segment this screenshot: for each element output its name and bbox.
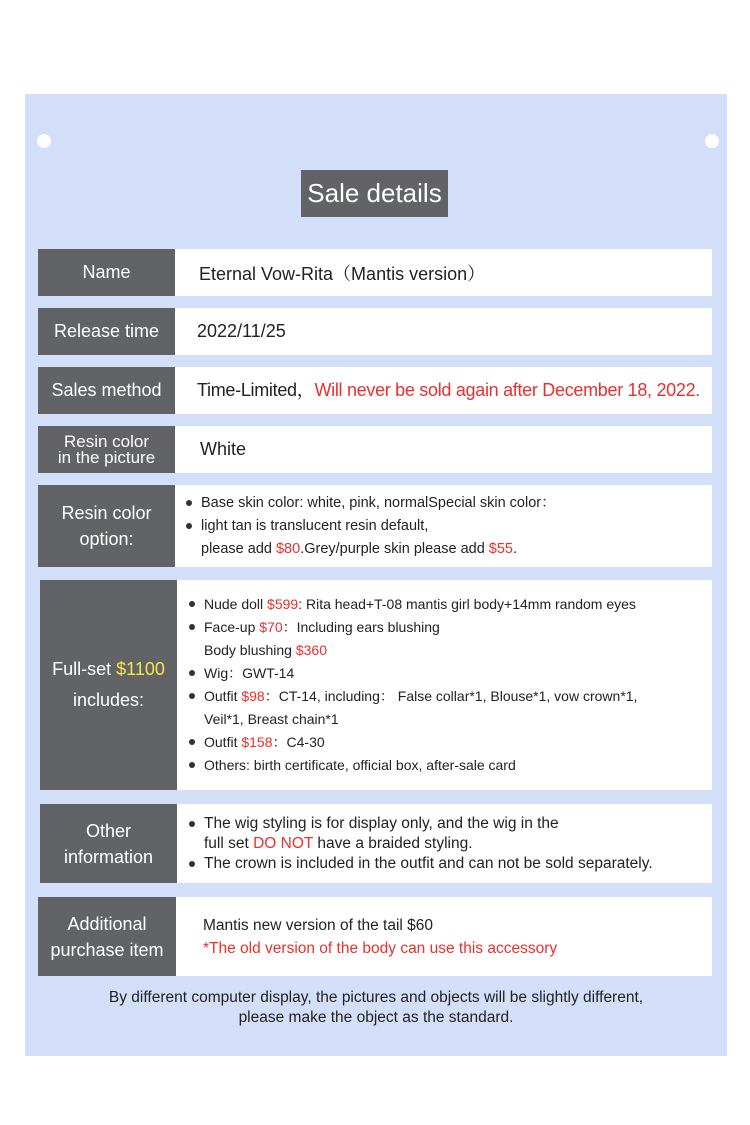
price-grey-purple: $55: [488, 540, 513, 557]
other-emphasis: DO NOT: [253, 834, 314, 852]
item-text: ：CT-14, including： False collar*1, Blouse*1, vow crown*1,: [264, 688, 638, 704]
row-value: [176, 897, 712, 976]
row-label: [38, 485, 175, 567]
row-value: [175, 249, 712, 296]
other-line-3: The crown is included in the outfit and can not be sold separately.: [204, 854, 653, 872]
price-outfit-ct14: $98: [241, 688, 265, 704]
list-item: [188, 731, 712, 754]
additional-line-2: *The old version of the body can use this accessory: [203, 939, 558, 957]
other-label-1: Other: [85, 820, 132, 841]
name-value: Eternal Vow-Rita（Mantis version）: [199, 263, 486, 284]
disclaimer-footer: [40, 988, 712, 1028]
row-value: [175, 426, 712, 473]
row-name: [38, 249, 712, 296]
sales-value: Time-Limited: [197, 380, 297, 400]
item-text: Body blushing: [204, 642, 296, 658]
item-text: Face-up: [204, 619, 260, 635]
full-set-price: $1100: [116, 659, 165, 679]
list-item-continuation: [188, 834, 712, 854]
other-line-1: The wig styling is for display only, and the wig in the: [204, 814, 559, 832]
sales-label: Sales method: [51, 380, 162, 401]
bullet-icon: [186, 523, 192, 529]
row-label: [40, 804, 177, 883]
bullet-icon: [189, 601, 195, 607]
bullet-icon: [189, 693, 195, 699]
price-outfit-c430: $158: [241, 734, 273, 750]
bullet-icon: [186, 500, 192, 506]
hanging-hole-right: [705, 134, 719, 148]
row-value: [177, 580, 712, 790]
row-label: [38, 897, 176, 976]
hanging-hole-left: [37, 134, 51, 148]
item-wig: Wig：GWT-14: [204, 665, 295, 681]
item-face-up: [204, 616, 440, 639]
resin-opt-line-2: light tan is translucent resin default,: [201, 517, 429, 534]
footer-line-1: By different computer display, the pictures and objects will be slightly different,: [108, 989, 644, 1006]
resin-opt-line-3e: .: [513, 540, 518, 557]
list-item: [185, 515, 712, 538]
footer-line-2: please make the object as the standard.: [238, 1009, 514, 1026]
sales-separator: ，: [296, 380, 315, 400]
resin-opt-line-3c: .Grey/purple skin please add: [300, 540, 489, 557]
full-set-label-2: includes:: [72, 690, 145, 710]
price-body-blushing: $360: [295, 642, 327, 658]
resin-pic-value: White: [200, 439, 247, 459]
row-resin-option: [38, 485, 712, 567]
resin-opt-line-3a: please add: [201, 540, 276, 557]
price-tan: $80: [275, 540, 301, 557]
bullet-icon: [189, 821, 195, 827]
item-outfit-ct14: [204, 685, 637, 708]
bullet-icon: [189, 739, 195, 745]
row-label: [38, 308, 175, 355]
list-item: [188, 616, 712, 639]
item-text: Outfit: [204, 688, 242, 704]
row-value: [175, 308, 712, 355]
list-item: [188, 593, 712, 616]
list-item-continuation: [188, 639, 712, 662]
row-value: [175, 367, 712, 414]
resin-opt-label-2: option:: [79, 529, 134, 549]
list-item: [188, 814, 712, 834]
additional-label-1: Additional: [67, 913, 147, 934]
item-text: Nude doll: [204, 596, 268, 612]
resin-pic-label-1: Resin color: [63, 431, 150, 451]
other-line-2a: full set: [204, 834, 254, 852]
row-label: [40, 580, 177, 790]
item-outfit-c430: [204, 731, 325, 754]
bullet-icon: [189, 670, 195, 676]
row-label: [38, 426, 175, 473]
bullet-icon: [189, 762, 195, 768]
additional-line-1: Mantis new version of the tail $60: [203, 916, 434, 934]
row-value: [177, 804, 712, 883]
other-label-2: information: [63, 846, 154, 867]
sales-note: Will never be sold again after December 18, 2022.: [314, 380, 700, 400]
list-item: [188, 685, 712, 708]
price-face-up: $70: [259, 619, 283, 635]
item-text: ：Including ears blushing: [282, 619, 440, 635]
release-label: Release time: [53, 321, 160, 342]
item-text: : Rita head+T-08 mantis girl body+14mm random eyes: [298, 596, 636, 612]
resin-opt-line-1: Base skin color: white, pink, normalSpecial skin color：: [201, 494, 556, 511]
bullet-icon: [189, 861, 195, 867]
release-value: 2022/11/25: [197, 321, 286, 341]
resin-pic-label-2: in the picture: [57, 447, 156, 467]
price-nude-doll: $599: [267, 596, 299, 612]
full-set-label-text: Full-set: [52, 659, 117, 679]
full-set-label-1: [52, 654, 165, 685]
resin-opt-label-1: Resin color: [61, 503, 152, 523]
row-label: [38, 367, 175, 414]
bullet-icon: [189, 624, 195, 630]
list-item-continuation: [188, 708, 712, 731]
page-title: Sale details: [301, 170, 448, 217]
row-other-information: [40, 804, 712, 883]
row-value: [175, 485, 712, 567]
list-item-continuation: [185, 538, 712, 561]
item-nude-doll: [204, 593, 636, 616]
row-additional-purchase: [38, 897, 712, 976]
row-sales-method: [38, 367, 712, 414]
row-release-time: [38, 308, 712, 355]
list-item: [188, 854, 712, 874]
row-resin-in-picture: [38, 426, 712, 473]
item-text: Veil*1, Breast chain*1: [204, 711, 339, 727]
item-others: Others: birth certificate, official box, after-sale card: [204, 757, 516, 773]
list-item: [185, 492, 712, 515]
list-item: [188, 754, 712, 777]
other-line-2c: have a braided styling.: [313, 834, 473, 852]
item-text: ：C4-30: [272, 734, 325, 750]
additional-label-2: purchase item: [50, 939, 164, 960]
item-text: Outfit: [204, 734, 242, 750]
list-item: [188, 662, 712, 685]
row-full-set: [40, 580, 712, 790]
name-label: Name: [82, 262, 131, 283]
row-label: [38, 249, 175, 296]
